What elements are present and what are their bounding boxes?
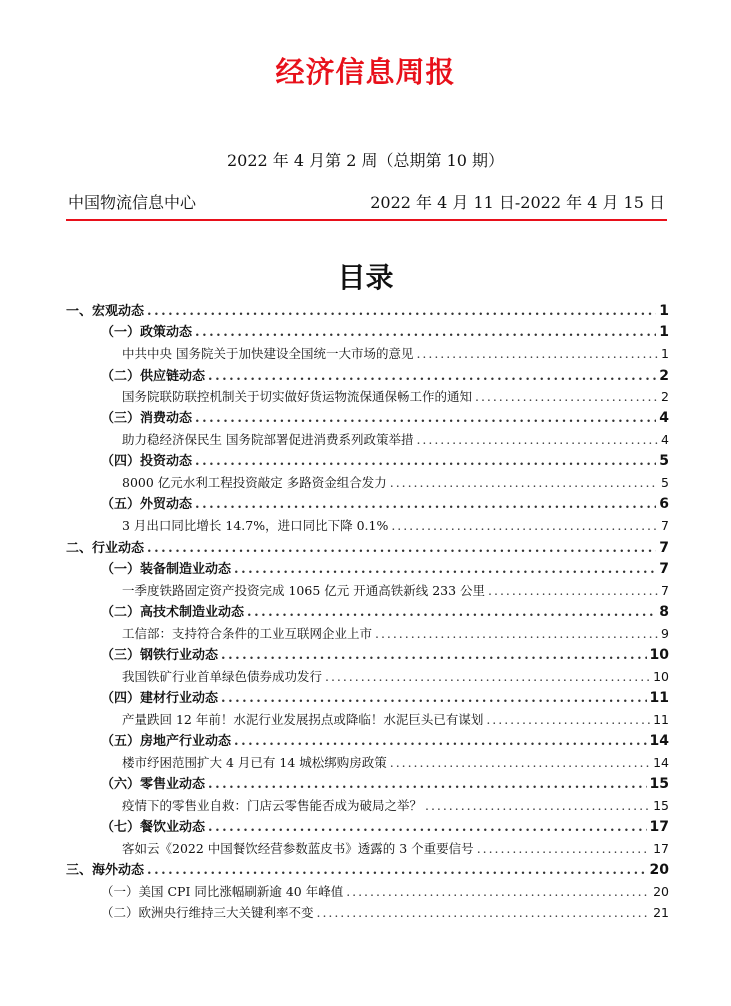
toc-leader (221, 645, 647, 667)
toc-leader (391, 515, 658, 537)
toc-page-number: 4 (659, 410, 669, 426)
toc-section[interactable]: 三、海外动态 . . . 20 (66, 859, 669, 881)
toc-page-number: 5 (661, 475, 669, 490)
toc-leader (346, 881, 650, 903)
toc-leader (195, 494, 656, 516)
toc-leader (416, 343, 658, 365)
toc-leader (488, 580, 658, 602)
toc-article[interactable]: 工信部：支持符合条件的工业互联网企业上市 . . . 9 (122, 623, 669, 645)
toc-subsection[interactable]: （七）餐饮业动态 . . . 17 (101, 816, 669, 838)
toc-leader (234, 731, 647, 753)
toc-section[interactable]: 一、宏观动态 . . . 1 (66, 300, 669, 322)
toc-leader (208, 817, 647, 839)
toc-page-number: 2 (661, 389, 669, 404)
toc-page-number: 21 (653, 905, 669, 920)
toc-page-number: 9 (661, 626, 669, 641)
toc-page-number: 10 (653, 669, 669, 684)
toc-page-number: 11 (649, 690, 669, 706)
toc-leader (195, 408, 656, 430)
toc-article[interactable]: 中共中央 国务院关于加快建设全国统一大市场的意见 . . . 1 (122, 343, 669, 365)
toc-leader (247, 602, 656, 624)
toc-leader (390, 752, 650, 774)
toc-leader (475, 386, 658, 408)
toc-title: 目录 (337, 261, 394, 294)
toc-leader (425, 795, 650, 817)
header-divider (66, 219, 667, 221)
toc-subsection[interactable]: （一）政策动态 . . . 1 (101, 321, 669, 343)
toc-page-number: 11 (653, 712, 669, 727)
toc-leader (477, 838, 650, 860)
toc-subsection[interactable]: （二）高技术制造业动态 . . . 8 (101, 601, 669, 623)
toc-page-number: 17 (653, 841, 669, 856)
toc-leader (195, 451, 656, 473)
toc-subsection[interactable]: （二）欧洲央行维持三大关键利率不变 . . . 21 (101, 902, 669, 924)
toc-page-number: 7 (661, 518, 669, 533)
toc-leader (208, 366, 656, 388)
toc-leader (390, 472, 658, 494)
toc-page-number: 14 (653, 755, 669, 770)
toc-leader (195, 322, 656, 344)
toc-subsection[interactable]: （三）消费动态 . . . 4 (101, 407, 669, 429)
toc-page-number: 15 (653, 798, 669, 813)
toc-page-number: 1 (661, 346, 669, 361)
toc-leader (486, 709, 650, 731)
toc-page-number: 15 (649, 776, 669, 792)
toc-page-number: 1 (659, 303, 669, 319)
toc-page-number: 7 (659, 561, 669, 577)
toc-page-number: 6 (659, 496, 669, 512)
toc-page-number: 7 (659, 540, 669, 556)
toc-article[interactable]: 8000 亿元水利工程投资敲定 多路资金组合发力 . . . 5 (122, 472, 669, 494)
report-title: 经济信息周报 (275, 55, 456, 89)
toc-page-number: 20 (649, 862, 669, 878)
toc-page-number: 1 (659, 324, 669, 340)
toc-article[interactable]: 3 月出口同比增长 14.7%，进口同比下降 0.1% . . . 7 (122, 515, 669, 537)
toc-article[interactable]: 助力稳经济保民生 国务院部署促进消费系列政策举措 . . . 4 (122, 429, 669, 451)
toc-leader (416, 429, 658, 451)
toc-leader (221, 688, 647, 710)
toc-leader (208, 774, 647, 796)
toc-leader (147, 538, 656, 560)
toc-page-number: 8 (659, 604, 669, 620)
toc-subsection[interactable]: （四）建材行业动态 . . . 11 (101, 687, 669, 709)
toc-page-number: 20 (653, 884, 669, 899)
toc-leader (147, 860, 647, 882)
toc-page-number: 2 (659, 368, 669, 384)
toc-leader (325, 666, 650, 688)
toc-page-number: 4 (661, 432, 669, 447)
toc-article[interactable]: 客如云《2022 中国餐饮经营参数蓝皮书》透露的 3 个重要信号 . . . 17 (122, 838, 669, 860)
toc-page-number: 14 (649, 733, 669, 749)
toc-subsection[interactable]: （六）零售业动态 . . . 15 (101, 773, 669, 795)
toc-leader (234, 559, 656, 581)
toc-article[interactable]: 国务院联防联控机制关于切实做好货运物流保通保畅工作的通知 . . . 2 (122, 386, 669, 408)
date-range: 2022 年 4 月 11 日-2022 年 4 月 15 日 (370, 193, 665, 212)
toc-article[interactable]: 楼市纾困范围扩大 4 月已有 14 城松绑购房政策 . . . 14 (122, 752, 669, 774)
toc-article[interactable]: 疫情下的零售业自救：门店云零售能否成为破局之举？ . . . 15 (122, 795, 669, 817)
toc-subsection[interactable]: （一）装备制造业动态 . . . 7 (101, 558, 669, 580)
toc-article[interactable]: 我国铁矿行业首单绿色债券成功发行 . . . 10 (122, 666, 669, 688)
organization-name: 中国物流信息中心 (68, 193, 197, 212)
issue-number: 2022 年 4 月第 2 周（总期第 10 期） (226, 151, 505, 170)
toc-page-number: 17 (649, 819, 669, 835)
toc-article[interactable]: 一季度铁路固定资产投资完成 1065 亿元 开通高铁新线 233 公里 . . . 7 (122, 580, 669, 602)
toc-subsection[interactable]: （三）钢铁行业动态 . . . 10 (101, 644, 669, 666)
toc-subsection[interactable]: （五）房地产行业动态 . . . 14 (101, 730, 669, 752)
toc-section[interactable]: 二、行业动态 . . . 7 (66, 537, 669, 559)
toc-subsection[interactable]: （一）美国 CPI 同比涨幅刷新逾 40 年峰值 . . . 20 (101, 881, 669, 903)
toc-leader (147, 301, 656, 323)
toc-page-number: 5 (659, 453, 669, 469)
toc-subsection[interactable]: （二）供应链动态 . . . 2 (101, 365, 669, 387)
toc-article[interactable]: 产量跌回 12 年前！水泥行业发展拐点或降临！水泥巨头已有谋划 . . . 11 (122, 709, 669, 731)
toc-page-number: 10 (649, 647, 669, 663)
toc-subsection[interactable]: （四）投资动态 . . . 5 (101, 450, 669, 472)
toc-leader (375, 623, 658, 645)
toc-page-number: 7 (661, 583, 669, 598)
toc-subsection[interactable]: （五）外贸动态 . . . 6 (101, 493, 669, 515)
toc-leader (317, 902, 651, 924)
